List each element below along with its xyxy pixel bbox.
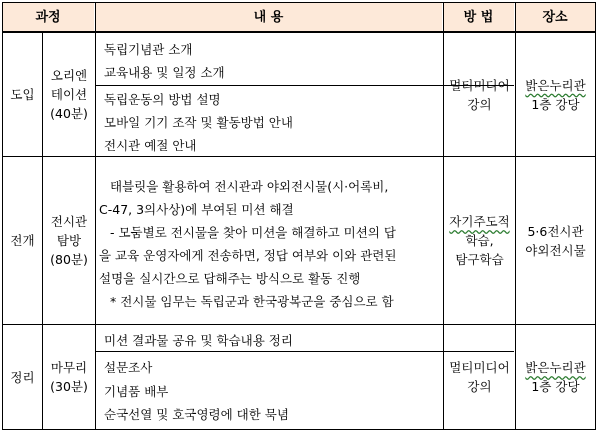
content-line: 미션 결과물 공유 및 학습내용 정리 [104, 333, 293, 348]
substage-line: 오리엔 [50, 68, 88, 83]
method-line: 강의 [467, 96, 492, 112]
table-border-top [2, 2, 595, 3]
stage-development [3, 157, 42, 324]
method-line: 강의 [467, 379, 492, 394]
place-line: 1층 강당 [531, 96, 580, 112]
stage-intro [3, 33, 42, 156]
substage-line: 테이션 [50, 87, 88, 102]
substage-line: 마무리 [50, 360, 88, 375]
content-line: 태블릿을 활용하여 전시관과 야외전시물(시·어록비, [110, 179, 389, 194]
substage-line: 전시관 [50, 214, 88, 229]
method-line: 멀티미디어 [449, 77, 510, 93]
content-line: 교육내용 및 일정 소개 [104, 65, 225, 80]
method-line: 자기주도적 [449, 214, 510, 229]
content-line: 전시관 예절 안내 [104, 138, 197, 153]
place-line: 5·6전시관 [527, 223, 584, 239]
place-line: 밝은누리관 [525, 77, 586, 93]
content-line: 독립기념관 소개 [104, 42, 193, 57]
place-line: 야외전시물 [525, 242, 586, 258]
method-cell [444, 157, 515, 324]
content-line: 설문조사 [104, 360, 153, 375]
substage-exhibit-tour [43, 157, 95, 324]
place-cell [516, 157, 595, 324]
substage-line: 탐방 [56, 233, 82, 248]
content-line: 기념품 배부 [104, 384, 169, 399]
header-method: 방 법 [443, 3, 514, 32]
content-line: 을 교육 운영자에게 전송하면, 정답 여부와 이와 관련된 [99, 248, 397, 263]
content-line: 모바일 기기 조작 및 활동방법 안내 [104, 115, 293, 130]
header-process: 과정 [2, 3, 94, 32]
content-line: 설명을 실시간으로 답해주는 방식으로 활동 진행 [99, 271, 361, 286]
stage-label: 전개 [10, 233, 35, 248]
method-cell [444, 325, 515, 429]
substage-line: (30분) [50, 379, 88, 394]
substage-line: (80분) [50, 252, 88, 267]
table-border-right [595, 2, 596, 430]
place-line: 1층 강당 [531, 379, 580, 394]
method-line: 탐구학습 [455, 252, 504, 267]
header-content: 내 용 [95, 3, 442, 32]
stage-label: 정리 [10, 369, 35, 385]
table-border-bottom [2, 429, 595, 430]
substage-orientation [43, 33, 95, 156]
method-line: 멀티미디어 [449, 360, 510, 375]
stage-label: 도입 [10, 87, 35, 102]
method-line: 학습, [465, 233, 494, 248]
content-line: * 전시물 임무는 독립군과 한국광복군을 중심으로 함 [110, 294, 394, 309]
stage-wrapup [3, 325, 42, 429]
place-cell [516, 325, 595, 429]
place-cell [516, 33, 595, 156]
content-line: C-47, 3의사상)에 부여된 미션 해결 [99, 202, 294, 217]
content-line: - 모둠별로 전시물을 찾아 미션을 해결하고 미션의 답 [110, 225, 396, 240]
substage-line: (40분) [50, 106, 88, 121]
substage-finish [43, 325, 95, 429]
content-line: 순국선열 및 호국영령에 대한 묵념 [104, 407, 289, 422]
col-divider-1 [95, 2, 96, 430]
header-place: 장소 [515, 3, 595, 32]
method-cell [444, 33, 515, 156]
place-line: 밝은누리관 [525, 360, 586, 375]
content-line: 독립운동의 방법 설명 [104, 92, 221, 107]
